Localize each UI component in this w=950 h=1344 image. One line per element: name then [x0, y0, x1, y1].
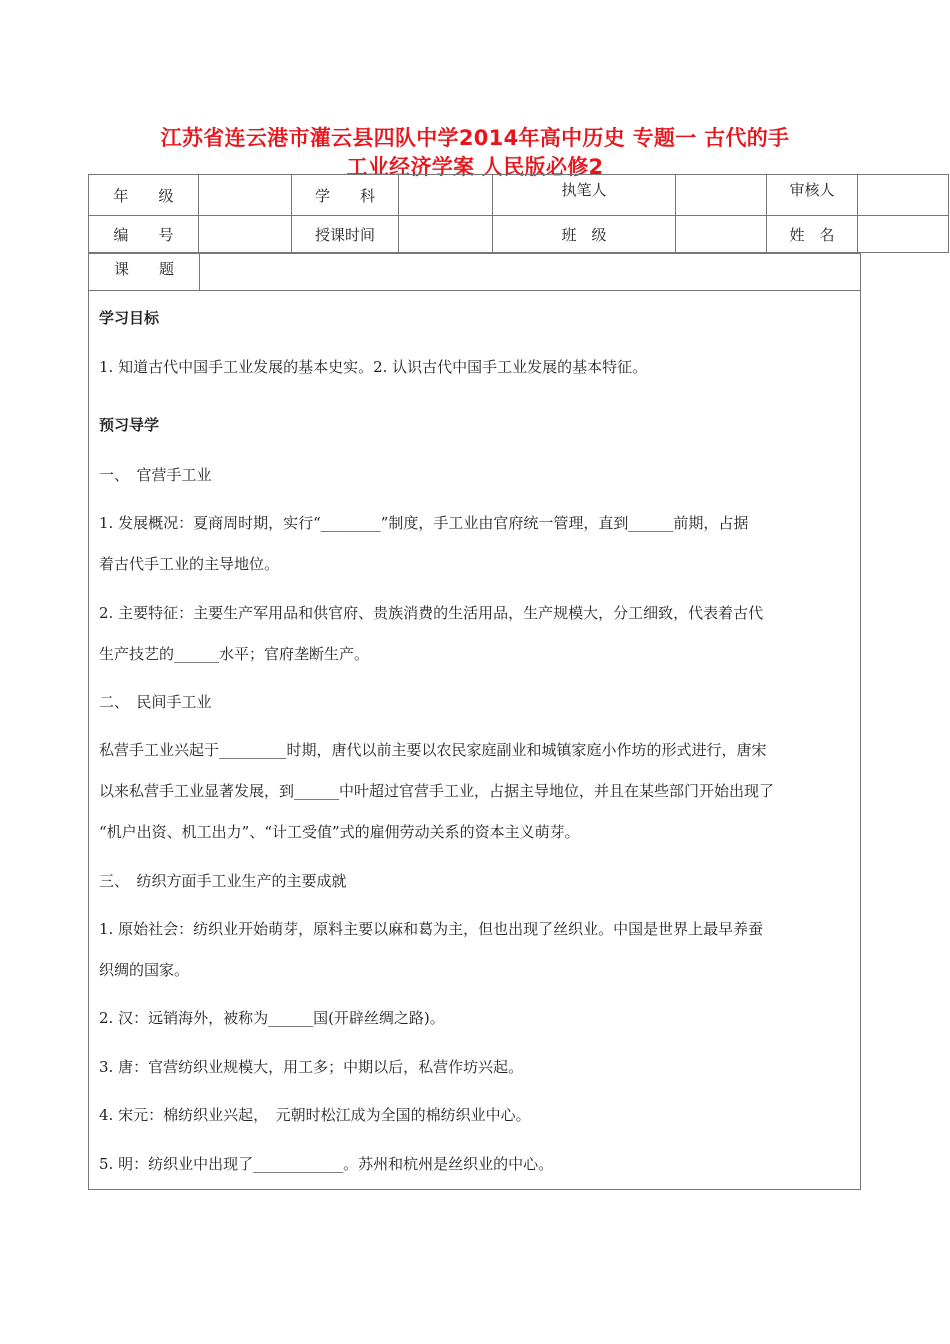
class-label: 班 级	[493, 216, 676, 253]
number-value[interactable]	[199, 216, 292, 253]
goals-text: 1. 知道古代中国手工业发展的基本史实。2. 认识古代中国手工业发展的基本特征。	[99, 358, 648, 376]
section3-item4: 4. 宋元：棉纺织业兴起， 元朝时松江成为全国的棉纺织业中心。	[99, 1106, 531, 1124]
section1-paragraph1-line2: 着古代手工业的主导地位。	[99, 555, 280, 573]
section3-item5: 5. 明：纺织业中出现了____________。苏州和杭州是丝织业的中心。	[99, 1155, 554, 1173]
info-table	[88, 174, 949, 253]
section3-heading: 三、 纺织方面手工业生产的主要成就	[99, 872, 347, 890]
section3-item1-line1: 1. 原始社会：纺织业开始萌芽，原料主要以麻和葛为主，但也出现了丝织业。中国是世界上最早养蚕	[99, 920, 764, 938]
subject-value[interactable]	[399, 175, 493, 216]
topic-label: 课 题	[89, 254, 200, 290]
section2-line3: “机户出资、机工出力”、“计工受值”式的雇佣劳动关系的资本主义萌芽。	[99, 823, 580, 841]
reviewer-value[interactable]	[858, 175, 949, 216]
document-title-line2: 工业经济学案 人民版必修2	[346, 155, 604, 179]
class-value[interactable]	[676, 216, 767, 253]
topic-row	[88, 253, 861, 291]
subject-label: 学 科	[292, 175, 399, 216]
name-label: 姓 名	[767, 216, 858, 253]
number-label: 编 号	[89, 216, 199, 253]
goals-heading: 学习目标	[99, 309, 160, 327]
section1-heading: 一、 官营手工业	[99, 466, 212, 484]
preview-heading: 预习导学	[99, 416, 160, 434]
section3-item3: 3. 唐：官营纺织业规模大，用工多；中期以后，私营作坊兴起。	[99, 1058, 524, 1076]
document-title-line1: 江苏省连云港市灌云县四队中学2014年高中历史 专题一 古代的手	[160, 126, 790, 150]
grade-value[interactable]	[199, 175, 292, 216]
section1-paragraph1-line1: 1. 发展概况：夏商周时期，实行“________”制度，手工业由官府统一管理，直到______前期，占据	[99, 514, 749, 532]
author-label: 执笔人	[493, 175, 676, 216]
section2-line2: 以来私营手工业显著发展，到______中叶超过官营手工业，占据主导地位，并且在某些部门开始出现了	[99, 782, 775, 800]
section1-paragraph2-line2: 生产技艺的______水平；官府垄断生产。	[99, 645, 370, 663]
section3-item2: 2. 汉：远销海外，被称为______国(开辟丝绸之路)。	[99, 1009, 445, 1027]
grade-label: 年 级	[89, 175, 199, 216]
name-value[interactable]	[858, 216, 949, 253]
reviewer-label: 审核人	[767, 175, 858, 216]
content-box	[88, 291, 861, 1190]
class-time-value[interactable]	[399, 216, 493, 253]
section2-line1: 私营手工业兴起于_________时期，唐代以前主要以农民家庭副业和城镇家庭小作坊的形式进行，唐宋	[99, 741, 767, 759]
class-time-label: 授课时间	[292, 216, 399, 253]
author-value[interactable]	[676, 175, 767, 216]
section3-item1-line2: 织绸的国家。	[99, 961, 190, 979]
section2-heading: 二、 民间手工业	[99, 693, 212, 711]
section1-paragraph2-line1: 2. 主要特征：主要生产军用品和供官府、贵族消费的生活用品，生产规模大，分工细致，代表着古代	[99, 604, 764, 622]
